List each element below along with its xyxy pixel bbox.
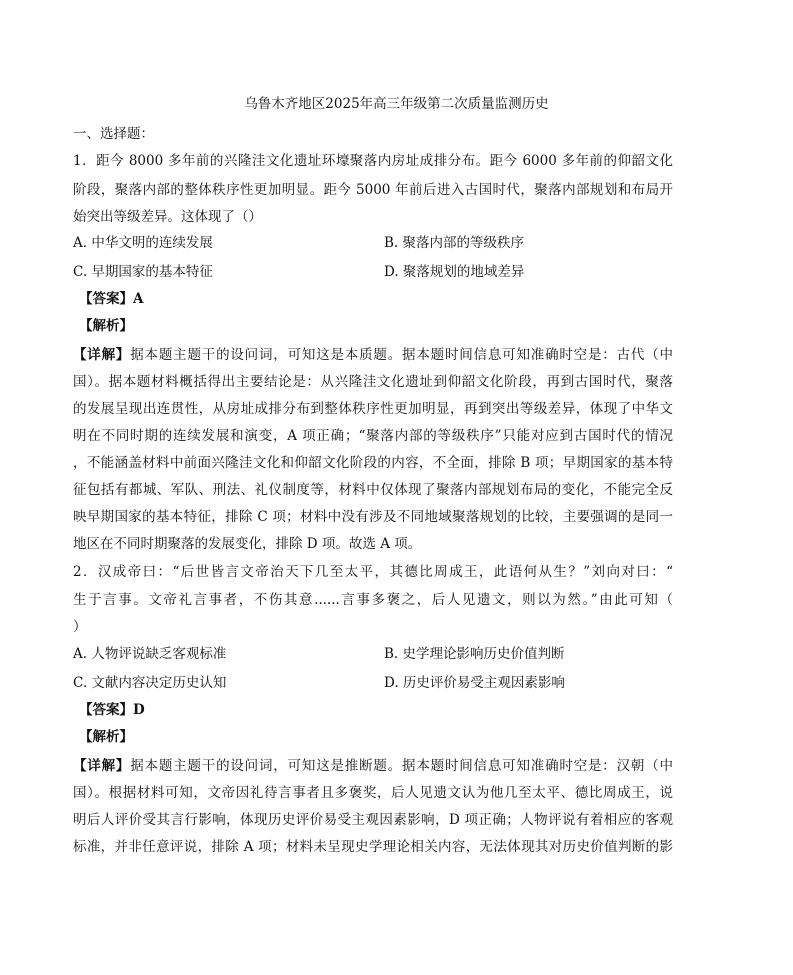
q2-stem-line-2: 生于言事。文帝礼言事者，不伤其意......言事多褒之，后人见遗文，则以为然。”由此可知（	[73, 592, 673, 608]
q2-stem-line-1: 2．汉成帝曰：“后世皆言文帝治天下几至太平，其德比周成王，此语何从生？”刘向对曰：“	[73, 564, 673, 580]
q1-detail-line-8: 地区在不同时期聚落的发展变化，排除 D 项。故选 A 项。	[73, 536, 422, 552]
q2-detail-line-4: 标准，并非任意评说，排除 A 项；材料未呈现史学理论相关内容，无法体现其对历史价值判断的影	[73, 839, 673, 855]
q2-option-c: C. 文献内容决定历史认知	[73, 675, 227, 691]
q2-answer-value: D	[133, 702, 145, 718]
document-title: 乌鲁木齐地区2025年高三年级第二次质量监测历史	[244, 96, 549, 112]
q1-answer-value: A	[133, 291, 144, 307]
q2-stem-line-3: ）	[73, 619, 87, 635]
q1-answer-row	[79, 289, 143, 309]
q1-option-d: D. 聚落规划的地域差异	[384, 264, 525, 280]
q2-option-a: A. 人物评说缺乏客观标准	[73, 646, 227, 662]
q1-option-a: A. 中华文明的连续发展	[73, 235, 213, 251]
q2-answer-label: 【答案】	[79, 702, 133, 718]
q2-detail-text-1: 据本题主题干的设问词，可知这是推断题。据本题时间信息可知准确时空是：汉朝（中	[130, 758, 673, 774]
q1-analysis-text: 【解析】	[79, 318, 133, 334]
q1-option-b: B. 聚落内部的等级秩序	[384, 235, 525, 251]
q1-stem-line-3: 始突出等级差异。这体现了（）	[73, 209, 262, 225]
section-heading: 一、选择题：	[73, 126, 154, 142]
q1-analysis-label	[79, 316, 133, 336]
q2-option-b: B. 史学理论影响历史价值判断	[384, 646, 565, 662]
q1-stem-line-2: 阶段，聚落内部的整体秩序性更加明显。距今 5000 年前后进入古国时代，聚落内部规划和布局开	[73, 182, 673, 198]
q1-detail-line-7: 映早期国家的基本特征，排除 C 项；材料中没有涉及不同地域聚落规划的比较，主要强调的是同一	[73, 509, 673, 525]
q1-option-c: C. 早期国家的基本特征	[73, 264, 213, 280]
q1-detail-line-4: 明在不同时期的连续发展和演变，A 项正确；“聚落内部的等级秩序”只能对应到古国时代的情况	[73, 428, 673, 444]
q1-detail-line-5: ，不能涵盖材料中前面兴隆洼文化和仰韶文化阶段的内容，不全面，排除 B 项；早期国家的基本特	[73, 455, 673, 471]
q2-detail-line-3: 明后人评价受其言行影响，体现历史评价易受主观因素影响，D 项正确；人物评说有着相应的客观	[73, 812, 673, 828]
q2-option-d: D. 历史评价易受主观因素影响	[384, 675, 565, 691]
q2-detail-line-1	[73, 756, 673, 776]
q2-analysis-text: 【解析】	[79, 729, 133, 745]
q2-detail-line-2: 国）。根据材料可知，文帝因礼待言事者且多褒奖，后人见遗文认为他几至太平、德比周成王，说	[73, 785, 673, 801]
q1-detail-line-1	[73, 345, 673, 365]
q1-answer-label: 【答案】	[79, 291, 133, 307]
q2-answer-row	[79, 700, 145, 720]
q1-stem-line-1: 1．距今 8000 多年前的兴隆洼文化遗址环壕聚落内房址成排分布。距今 6000 多年前的仰韶文化	[73, 153, 673, 169]
q1-detail-line-2: 国）。据本题材料概括得出主要结论是：从兴隆洼文化遗址到仰韶文化阶段，再到古国时代，聚落	[73, 374, 673, 390]
q2-detail-label: 【详解】	[73, 758, 131, 774]
q1-detail-line-3: 的发展呈现出连贯性，从房址成排分布到整体秩序性更加明显，再到突出等级差异，体现了中华文	[73, 401, 673, 417]
q1-detail-line-6: 征包括有都城、军队、刑法、礼仪制度等，材料中仅体现了聚落内部规划布局的变化，不能完全反	[73, 482, 673, 498]
q2-analysis-label	[79, 727, 133, 747]
q1-detail-label: 【详解】	[73, 347, 131, 363]
q1-detail-text-1: 据本题主题干的设问词，可知这是本质题。据本题时间信息可知准确时空是：古代（中	[130, 347, 673, 363]
